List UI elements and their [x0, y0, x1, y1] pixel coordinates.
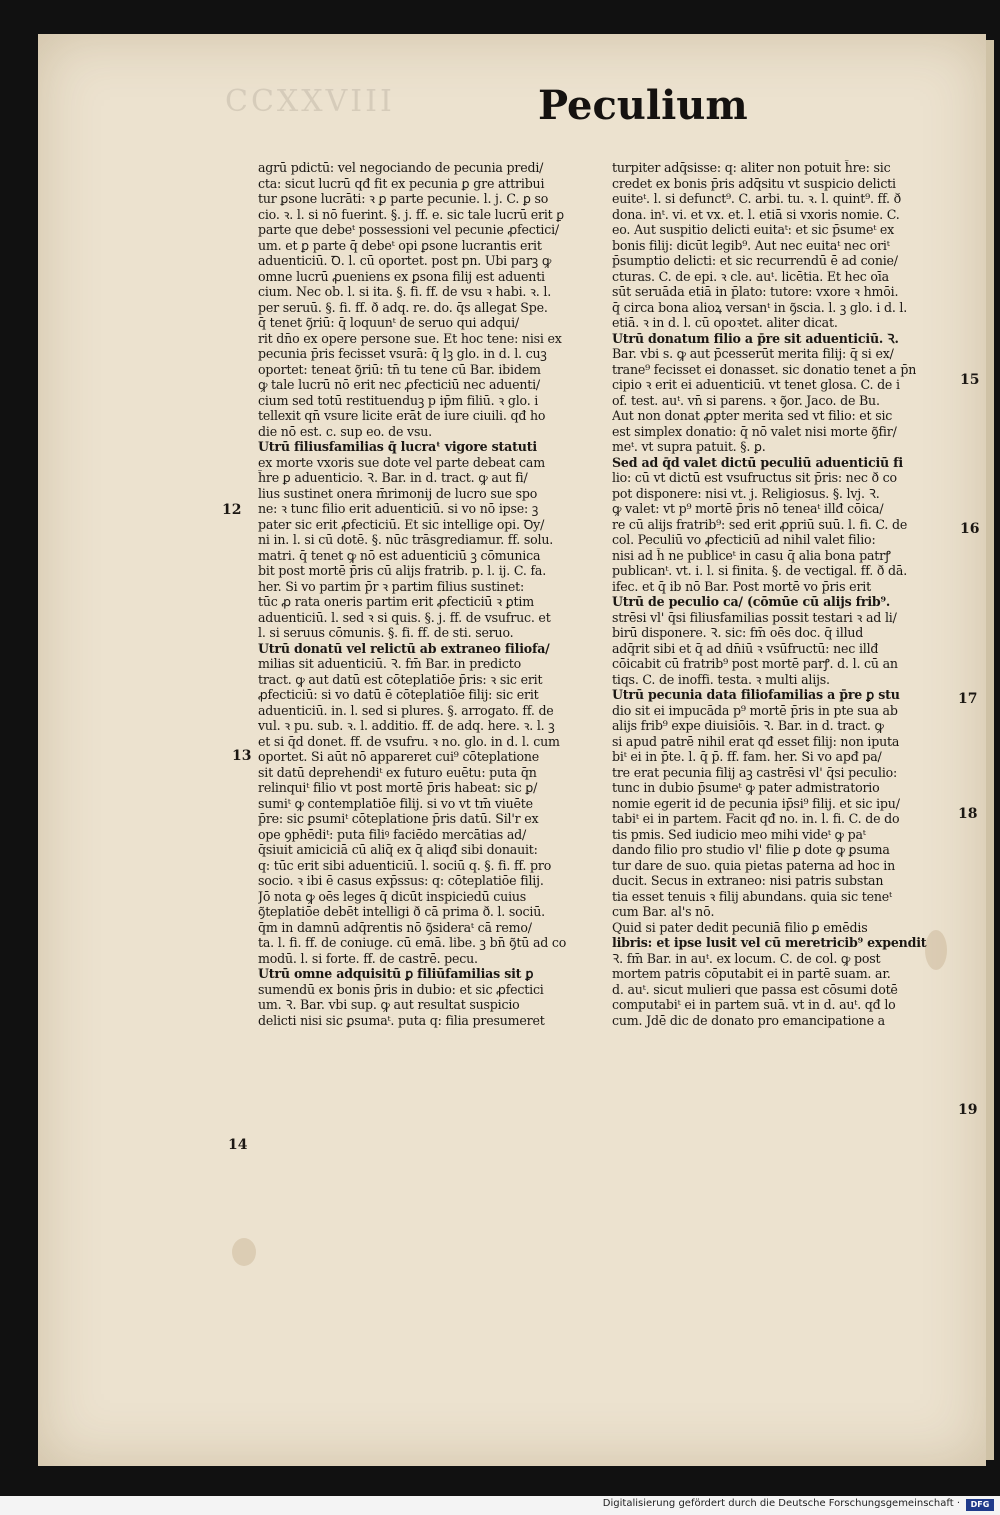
text-line: ifec. et q̄ ib nō Bar. Post mortē vo p̄ris erit	[612, 578, 871, 594]
text-line: trane⁹ fecisset ei donasset. sic donatio tenet a p̄n	[612, 361, 917, 377]
text-line: sūt seruāda etiā in p̄lato: tutore: vxore ꝛ hmōi.	[612, 284, 899, 299]
text-line: biᵗ ei in p̄te. l. q̄ p̄. ff. fam. her. Si vo apđ pa/	[612, 749, 882, 764]
page-edge	[986, 40, 994, 1460]
text-line: ope ꝯphēdiᵗ: puta filiꝰ faciēdo mercātias ad/	[258, 826, 527, 842]
text-line: adq̄rit sibi et q̄ ad dn̄iū ꝛ vsūfructū: nec illđ	[612, 640, 879, 656]
text-line: tre erat pecunia filij aꝫ castrēsi vl' q̄si peculio:	[612, 764, 898, 780]
text-line: her. Si vo partim p̄r ꝛ partim filius sustinet:	[258, 578, 524, 594]
text-line: Utrū donatum filio a p̄re sit aduenticiū. Ꝛ.	[612, 330, 899, 346]
text-line: l. si seruus cōmunis. §. fi. ff. de sti. seruo.	[258, 625, 514, 640]
text-line: dona. inᵗ. vi. et vx. et. l. etiā si vxoris nomie. C.	[612, 206, 900, 222]
text-line: cta: sicut lucrū qđ fit ex pecunia ꝑ gre attribui	[258, 175, 545, 191]
paper-stain	[232, 1238, 256, 1266]
text-line: bit post mortē p̄ris cū alijs fratrib. p. l. ij. C. fa.	[258, 563, 547, 578]
text-line: tellexit qn̄ vsure licite erāt de iure ciuili. qđ ho	[258, 408, 546, 423]
text-line: Sed ad q̄d valet dictū peculiū aduenticiū fi	[612, 454, 903, 470]
text-line: per seruū. §. fi. ff. ð adq. re. do. q̄s allegat Spe.	[258, 299, 548, 315]
footer-bar	[0, 1496, 1000, 1515]
text-line: omne lucrū ꝓueniens ex ꝑsona filij est aduenti	[258, 268, 545, 284]
text-line: pater sic erit ꝓfecticiū. Et sic intellige opi. Ꝺy/	[258, 516, 545, 532]
dfg-logo: DFG	[966, 1499, 994, 1511]
text-line: rit dn̄o ex opere persone sue. Et hoc tene: nisi ex	[258, 330, 562, 346]
text-line: q̄ tenet ꝯ͂riū: q̄ loquunᵗ de seruo qui adqui/	[258, 315, 519, 330]
text-line: bonis filij: dicūt legib⁹. Aut nec euitaᵗ nec oriᵗ	[612, 237, 890, 253]
text-line: ex morte vxoris sue dote vel parte debeat cam	[258, 454, 545, 470]
text-line: um. Ꝛ. Bar. vbi sup. ꝙ aut resultat suspicio	[258, 997, 520, 1012]
text-line: cipio ꝛ erit ei aduenticiū. vt tenet glosa. C. de i	[612, 377, 900, 392]
text-line: vul. ꝛ pu. sub. ꝛ. l. additio. ff. de adq. here. ꝛ. l. ꝫ	[258, 718, 555, 733]
margin-number: 17	[958, 691, 978, 707]
text-line: Utrū donatū vel relictū ab extraneo filiofa/	[258, 640, 550, 656]
text-line: libris: et ipse lusit vel cū meretricib⁹ expendit	[612, 935, 927, 950]
text-line: ꝓfecticiū: si vo datū ē cōteplatiōe filij: sic erit	[258, 687, 539, 702]
text-line: ne: ꝛ tunc filio erit aduenticiū. si vo nō ipse: ꝫ	[258, 501, 539, 516]
text-line: ꝙ tale lucrū nō erit nec ꝓfecticiū nec aduenti/	[258, 377, 540, 392]
text-line: milias sit aduenticiū. Ꝛ. fm̄ Bar. in predicto	[258, 656, 521, 671]
text-line: meᵗ. vt supra patuit. §. ꝑ.	[612, 439, 766, 454]
text-line: Bar. vbi s. ꝙ aut p̄cesserūt merita filij: q̄ si ex/	[612, 346, 894, 361]
text-line: Utrū omne adquisitū ꝑ filiūfamilias sit ꝑ	[258, 966, 534, 981]
text-line: oportet: teneat ꝯ͂riū: tn̄ tu tene cū Bar. ibidem	[258, 361, 541, 377]
text-line: aduenticiū. l. sed ꝛ si quis. §. j. ff. de vsufruc. et	[258, 609, 551, 625]
text-line: tur ꝑsone lucrāti: ꝛ ꝑ parte pecunie. l. j. C. ꝑ so	[258, 191, 549, 206]
margin-number: 19	[958, 1102, 978, 1118]
text-line: ꝯ͂teplatiōe debēt intelligi ð cā prima ð. l. sociū.	[258, 904, 545, 919]
text-line: eo. Aut suspitio delicti euitaᵗ: et sic p̄sumeᵗ ex	[612, 222, 895, 237]
text-line: d. auᵗ. sicut mulieri que passa est cōsumi dotē	[612, 981, 898, 997]
text-line: sumiᵗ ꝙ contemplatiōe filij. si vo vt tm̄ viuēte	[258, 795, 533, 811]
running-title: Peculium	[538, 82, 748, 129]
text-line: etiā. ꝛ in d. l. cū opoꝛtet. aliter dicat.	[612, 315, 838, 330]
text-line: tract. ꝙ aut datū est cōteplatiōe p̄ris: ꝛ sic erit	[258, 671, 543, 687]
text-line: tabiᵗ ei in partem. Facit qđ no. in. l. fi. C. de do	[612, 811, 900, 826]
text-line: cium. Nec ob. l. si ita. §. fi. ff. de vsu ꝛ habi. ꝛ. l.	[258, 284, 552, 299]
text-line: q: tūc erit sibi aduenticiū. l. sociū q. §. fi. ff. pro	[258, 857, 552, 873]
text-line: et si q̄d donet. ff. de vsufru. ꝛ no. glo. in d. l. cum	[258, 733, 560, 749]
text-line: tūc ꝓ rata oneris partim erit ꝓfecticiū ꝛ ꝑtim	[258, 594, 534, 609]
text-line: cio. ꝛ. l. si nō fuerint. §. j. ff. e. sic tale lucrū erit ꝑ	[258, 206, 564, 222]
text-line: tunc in dubio p̄sumeᵗ ꝙ pater admistratorio	[612, 780, 880, 795]
text-line: pot disponere: nisi vt. j. Religiosus. §. lvj. Ꝛ.	[612, 485, 880, 501]
margin-number: 14	[228, 1137, 248, 1153]
text-line: publicanᵗ. vt. i. l. si finita. §. de vectigal. ff. ð dā.	[612, 563, 907, 578]
text-line: ducit. Secus in extraneo: nisi patris substan	[612, 873, 884, 888]
text-line: dando filio pro studio vl' filie ꝑ dote ꝙ ꝑsuma	[612, 842, 890, 857]
text-line: Utrū filiusfamilias q̄ lucraᵗ vigore statuti	[258, 439, 537, 454]
text-line: relinquiᵗ filio vt post mortē p̄ris habeat: sic ꝑ/	[258, 780, 538, 795]
text-line: of. test. auᵗ. vn̄ si parens. ꝛ ꝯ͂or. Jaco. de Bu.	[612, 392, 880, 408]
text-line: p̄sumptio delicti: et sic recurrendū ē ad conie/	[612, 253, 898, 268]
text-line: euiteᵗ. l. si defunct⁹. C. arbi. tu. ꝛ. l. quint⁹. ff. ð	[612, 191, 902, 206]
text-line: sumendū ex bonis p̄ris in dubio: et sic ꝓfectici	[258, 981, 544, 997]
text-line: die nō est. c. sup eo. de vsu.	[258, 423, 432, 439]
text-line: um. et ꝑ parte q̄ debeᵗ opi ꝑsone lucrantis erit	[258, 237, 542, 253]
text-line: tur dare de suo. quia pietas paterna ad hoc in	[612, 857, 895, 873]
text-line: q̄m in damnū adq̄rentis nō ꝯ͂sideraᵗ cā remo/	[258, 919, 532, 935]
text-line: ta. l. fi. ff. de coniuge. cū emā. libe. ꝫ bn̄ ꝯ͂tū ad co	[258, 935, 567, 950]
text-line: Utrū de peculio ca/ (cōmūe cū alijs frib⁹.	[612, 594, 891, 609]
text-line: aduenticiū. in. l. sed si plures. §. arrogato. ff. de	[258, 702, 554, 718]
text-line: tiqs. C. de inoffi. testa. ꝛ multi alijs.	[612, 671, 830, 687]
text-line: re cū alijs fratrib⁹: sed erit ꝓpriū suū. l. fi. C. de	[612, 516, 908, 532]
text-line: computabiᵗ ei in partem suā. vt in d. auᵗ. qđ lo	[612, 997, 896, 1012]
text-line: est simplex donatio: q̄ nō valet nisi morte ꝯ͂fir/	[612, 423, 897, 439]
text-line: alijs frib⁹ expe diuisiōis. Ꝛ. Bar. in d. tract. ꝙ	[612, 718, 884, 733]
text-line: birū disponere. Ꝛ. sic: fm̄ oēs doc. q̄ illud	[612, 625, 864, 640]
text-line: mortem patris cōputabit ei in partē suam. ar.	[612, 966, 891, 981]
text-line: oportet. Si aūt nō appareret cui⁹ cōteplatione	[258, 749, 540, 764]
text-line: Utrū pecunia data filiofamilias a p̄re ꝑ stu	[612, 687, 900, 702]
text-line: turpiter adq̄sisse: q: aliter non potuit h̄re: sic	[612, 160, 891, 175]
margin-number: 13	[232, 748, 252, 764]
text-line: cturas. C. de epi. ꝛ cle. auᵗ. licētia. Et hec oīa	[612, 268, 889, 284]
text-line: p̄re: sic ꝑsumiᵗ cōteplatione p̄ris datū. Sil'r ex	[258, 811, 539, 826]
text-line: matri. q̄ tenet ꝙ nō est aduenticiū ꝫ cōmunica	[258, 547, 541, 563]
text-line: socio. ꝛ ibi ē casus exp̄ssus: q: cōteplatiōe filij.	[258, 873, 544, 888]
text-line: pecunia p̄ris fecisset vsurā: q̄ lꝫ glo. in d. l. cuꝫ	[258, 346, 547, 361]
text-line: lius sustinet onera m̄rimonij de lucro sue spo	[258, 485, 538, 501]
text-line: cōicabit cū fratrib⁹ post mortē parꝭ. d. l. cū an	[612, 656, 898, 671]
text-line: delicti nisi sic ꝑsumaᵗ. puta q: filia presumeret	[258, 1012, 545, 1028]
text-line: tis pmis. Sed iudicio meo mihi videᵗ ꝙ paᵗ	[612, 826, 866, 842]
text-line: nisi ad h̄ ne publiceᵗ in casu q̄ alia bona patrꝭ	[612, 547, 891, 563]
text-line: ni in. l. si cū dotē. §. nūc trāsgrediamur. ff. solu.	[258, 532, 554, 547]
text-line: col. Peculiū vo ꝓfecticiū ad nihil valet filio:	[612, 532, 876, 547]
funding-credit: Digitalisierung gefördert durch die Deutsche Forschungsgemeinschaft ·	[602, 1498, 960, 1509]
text-line: strēsi vl' q̄si filiusfamilias possit testari ꝛ ad li/	[612, 609, 897, 625]
text-line: tia esset tenuis ꝛ filij abundans. quia sic teneᵗ	[612, 888, 892, 904]
text-line: agrū pdictū: vel negociando de pecunia predi/	[258, 160, 544, 175]
text-line: cum Bar. al's nō.	[612, 904, 715, 919]
text-line: q̄ circa bona alioꝝ versanᵗ in ꝯ͂scia. l. ꝫ glo. i d. l.	[612, 299, 908, 315]
text-line: parte que debeᵗ possessioni vel pecunie ꝓfectici/	[258, 222, 559, 237]
text-line: ꝙ valet: vt p⁹ mortē p̄ris nō teneaᵗ illđ cōica/	[612, 501, 884, 516]
bleed-through-text: CCXXVIII	[225, 84, 395, 119]
text-line: h̄re ꝑ aduenticio. Ꝛ. Bar. in d. tract. ꝙ aut fi/	[258, 470, 528, 485]
text-line: si apud patrē nihil erat qđ esset filij: non iputa	[612, 733, 900, 749]
text-line: nomie egerit id de pecunia ip̄si⁹ filij. et sic ipu/	[612, 795, 900, 811]
left-text-column	[258, 160, 593, 1028]
text-line: cum. Jdē dic de donato pro emancipatione a	[612, 1012, 885, 1028]
text-line: q̄siuit amiciciā cū aliq̄ ex q̄ aliqđ sibi donauit:	[258, 842, 538, 857]
text-line: cium sed totū restituenduꝫ p ip̄m filiū. ꝛ glo. i	[258, 392, 539, 408]
text-line: Aut non donat ꝓpter merita sed vt filio: et sic	[612, 408, 893, 423]
text-line: credet ex bonis p̄ris adq̄situ vt suspicio delicti	[612, 175, 896, 191]
text-line: sit datū deprehendiᵗ ex futuro euētu: puta q̄n	[258, 764, 537, 780]
margin-number: 15	[960, 372, 980, 388]
text-line: Ꝛ. fm̄ Bar. in auᵗ. ex locum. C. de col. ꝙ post	[612, 950, 881, 966]
text-line: dio sit ei impucāda p⁹ mortē p̄ris in pte sua ab	[612, 702, 898, 718]
text-line: modū. l. si forte. ff. de castrē. pecu.	[258, 950, 478, 966]
margin-number: 12	[222, 502, 242, 518]
margin-number: 18	[958, 806, 978, 822]
text-line: Quid si pater dedit pecuniā filio ꝑ emēdis	[612, 919, 868, 935]
margin-number: 16	[960, 521, 980, 537]
text-line: lio: cū vt dictū est vsufructus sit p̄ris: nec ð co	[612, 470, 897, 485]
right-text-column	[612, 160, 948, 1028]
text-line: aduenticiū. Ꝺ. l. cū oportet. post pn. Ubi parꝫ ꝙ	[258, 253, 552, 268]
text-line: Jō nota ꝙ oēs leges q̄ dicūt inspiciedū cuius	[258, 888, 527, 904]
